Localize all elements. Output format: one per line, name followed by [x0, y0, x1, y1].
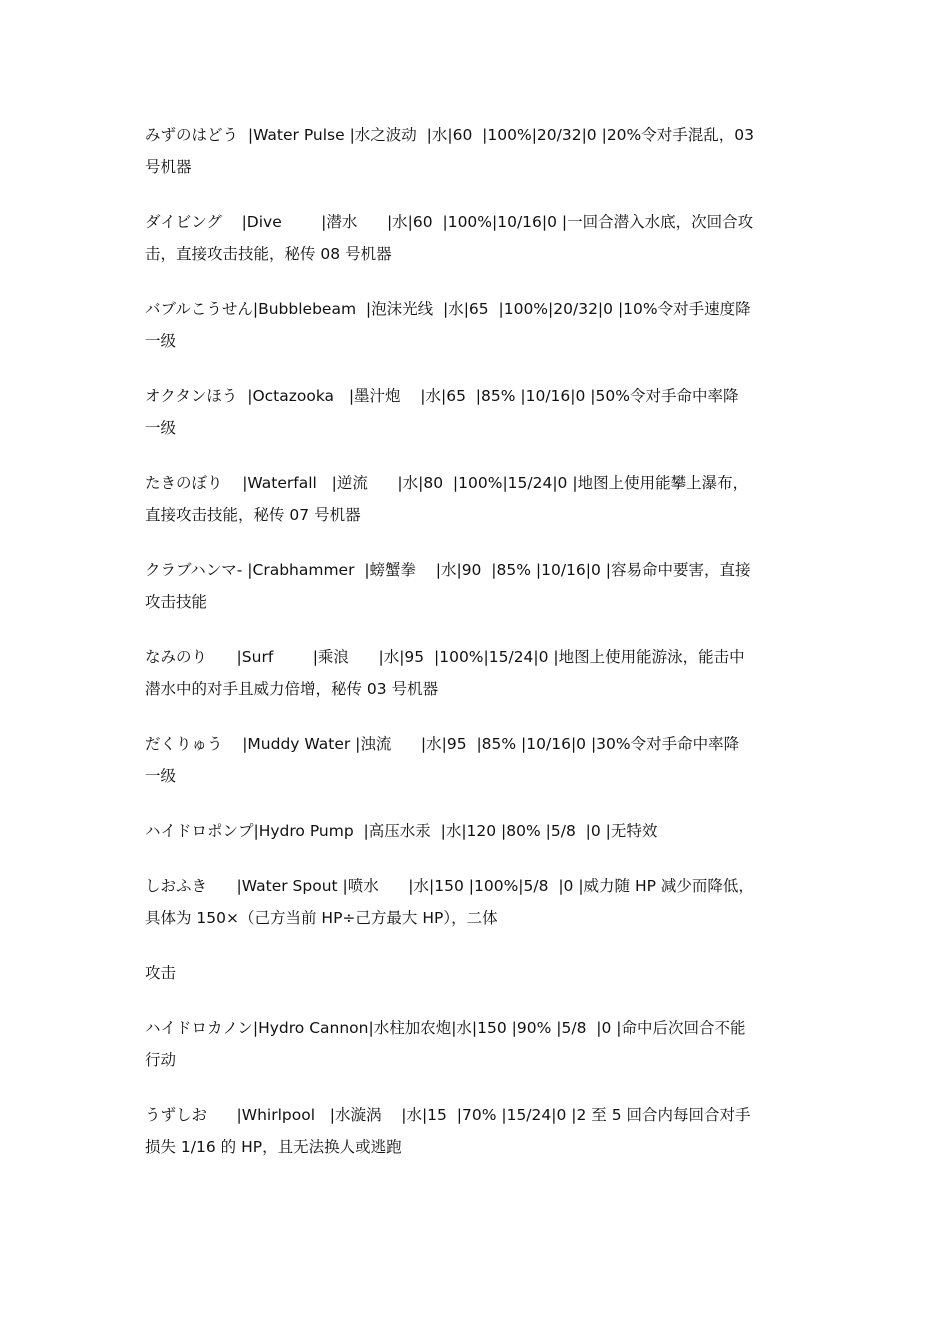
move-entry-continuation [145, 957, 810, 989]
move-entry-surf [145, 641, 810, 705]
move-entry-muddy-water [145, 728, 810, 792]
entry-line: しおふき |Water Spout |喷水 |水|150 |100%|5/8 |0 |威力随 HP 减少而降低， [145, 877, 754, 895]
move-list [145, 119, 810, 1186]
entry-line: 潜水中的对手且威力倍增，秘传 03 号机器 [145, 680, 439, 698]
entry-line: 击，直接攻击技能，秘传 08 号机器 [145, 245, 392, 263]
entry-line: ダイビング |Dive |潜水 |水|60 |100%|10/16|0 |一回合潜入水底，次回合攻 [145, 213, 754, 231]
move-entry-hydro-pump [145, 815, 810, 847]
move-entry-dive [145, 206, 810, 270]
entry-line: 攻击 [145, 964, 177, 982]
entry-line: みずのはどう |Water Pulse |水之波动 |水|60 |100%|20/32|0 |20%令对手混乱，03 [145, 126, 754, 144]
move-entry-crabhammer [145, 554, 810, 618]
move-entry-bubblebeam [145, 293, 810, 357]
entry-line: だくりゅう |Muddy Water |浊流 |水|95 |85% |10/16|0 |30%令对手命中率降 [145, 735, 740, 753]
entry-line: 一级 [145, 419, 177, 437]
move-entry-water-spout [145, 870, 810, 934]
entry-line: 号机器 [145, 158, 192, 176]
entry-line: 具体为 150×（己方当前 HP÷己方最大 HP），二体 [145, 909, 498, 927]
move-entry-octazooka [145, 380, 810, 444]
move-entry-hydro-cannon [145, 1012, 810, 1076]
entry-line: 损失 1/16 的 HP，且无法换人或逃跑 [145, 1138, 402, 1156]
entry-line: 一级 [145, 767, 177, 785]
entry-line: クラブハンマ- |Crabhammer |螃蟹拳 |水|90 |85% |10/16|0 |容易命中要害，直接 [145, 561, 751, 579]
entry-line: オクタンほう |Octazooka |墨汁炮 |水|65 |85% |10/16|0 |50%令对手命中率降 [145, 387, 739, 405]
entry-line: バブルこうせん|Bubblebeam |泡沫光线 |水|65 |100%|20/32|0 |10%令对手速度降 [145, 300, 751, 318]
entry-line: うずしお |Whirlpool |水漩涡 |水|15 |70% |15/24|0 |2 至 5 回合内每回合对手 [145, 1106, 751, 1124]
move-entry-water-pulse [145, 119, 810, 183]
move-entry-waterfall [145, 467, 810, 531]
entry-line: 一级 [145, 332, 177, 350]
entry-line: ハイドロカノン|Hydro Cannon|水柱加农炮|水|150 |90% |5/8 |0 |命中后次回合不能 [145, 1019, 746, 1037]
entry-line: 直接攻击技能，秘传 07 号机器 [145, 506, 361, 524]
entry-line: 攻击技能 [145, 593, 208, 611]
move-entry-whirlpool [145, 1099, 810, 1163]
entry-line: たきのぼり |Waterfall |逆流 |水|80 |100%|15/24|0 |地图上使用能攀上瀑布， [145, 474, 749, 492]
entry-line: 行动 [145, 1051, 177, 1069]
entry-line: ハイドロポンプ|Hydro Pump |高压水汞 |水|120 |80% |5/8 |0 |无特效 [145, 822, 658, 840]
entry-line: なみのり |Surf |乘浪 |水|95 |100%|15/24|0 |地图上使用能游泳，能击中 [145, 648, 745, 666]
